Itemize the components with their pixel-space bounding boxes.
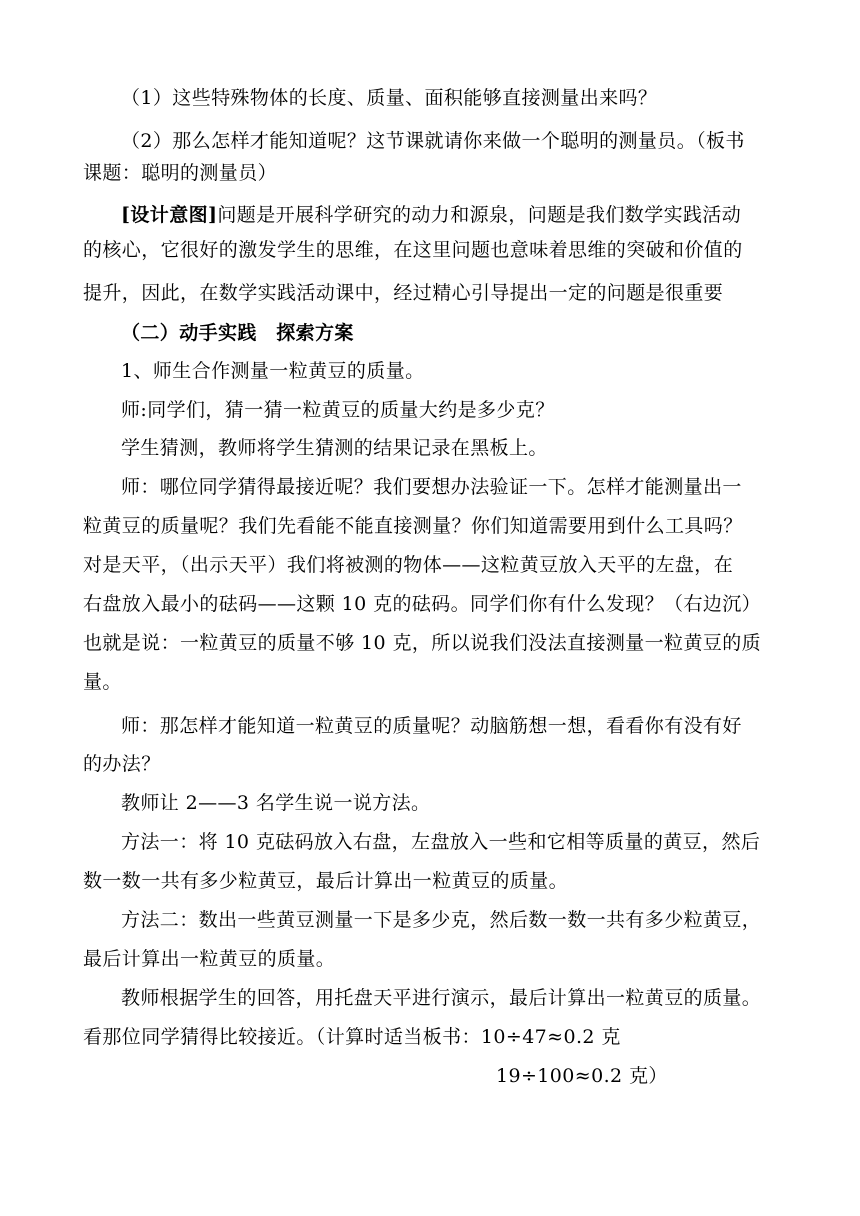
- text-line: 看那位同学猜得比较接近。（计算时适当板书：10÷47≈0.2 克: [83, 1026, 621, 1048]
- section-heading: （二）动手实践 探索方案: [121, 322, 354, 344]
- design-intent-text: 问题是开展科学研究的动力和源泉，问题是我们数学实践活动: [217, 204, 742, 226]
- text-line: 的核心，它很好的激发学生的思维，在这里问题也意味着思维的突破和价值的: [83, 239, 743, 261]
- text-line: 教师让 2——3 名学生说一说方法。: [121, 792, 431, 814]
- design-intent-label: [设计意图]: [121, 204, 218, 226]
- text-line: 右盘放入最小的砝码——这颗 10 克的砝码。同学们你有什么发现？（右边沉）: [83, 593, 762, 615]
- text-line: 最后计算出一粒黄豆的质量。: [83, 948, 336, 970]
- text-line: 师:同学们，猜一猜一粒黄豆的质量大约是多少克？: [121, 399, 555, 421]
- text-line: 也就是说：一粒黄豆的质量不够 10 克，所以说我们没法直接测量一粒黄豆的质: [83, 632, 762, 654]
- text-line: 粒黄豆的质量呢？我们先看能不能直接测量？你们知道需要用到什么工具吗？: [83, 515, 743, 537]
- text-line: 1、师生合作测量一粒黄豆的质量。: [121, 360, 425, 382]
- text-line: 的办法？: [83, 753, 161, 775]
- text-line: 提升，因此，在数学实践活动课中，经过精心引导提出一定的问题是很重要: [83, 282, 724, 304]
- text-line: 方法一：将 10 克砝码放入右盘，左盘放入一些和它相等质量的黄豆，然后: [121, 831, 761, 853]
- text-line: 数一数一共有多少粒黄豆，最后计算出一粒黄豆的质量。: [83, 870, 569, 892]
- text-line: （2）那么怎样才能知道呢？这节课就请你来做一个聪明的测量员。（板书: [121, 130, 745, 152]
- text-line: 学生猜测，教师将学生猜测的结果记录在黑板上。: [121, 437, 548, 459]
- text-line: 19÷100≈0.2 克）: [496, 1065, 668, 1087]
- text-line: （1）这些特殊物体的长度、质量、面积能够直接测量出来吗？: [121, 87, 658, 109]
- text-line: 方法二：数出一些黄豆测量一下是多少克，然后数一数一共有多少粒黄豆，: [121, 909, 762, 931]
- text-line: 对是天平，（出示天平）我们将被测的物体——这粒黄豆放入天平的左盘，在: [83, 554, 734, 576]
- text-line: 师：哪位同学猜得最接近呢？我们要想办法验证一下。怎样才能测量出一: [121, 476, 742, 498]
- text-line: 课题：聪明的测量员）: [83, 162, 278, 184]
- design-intent-line: [121, 203, 741, 227]
- text-line: 师：那怎样才能知道一粒黄豆的质量呢？动脑筋想一想，看看你有没有好: [121, 715, 742, 737]
- text-line: 量。: [83, 671, 122, 693]
- text-line: 教师根据学生的回答，用托盘天平进行演示，最后计算出一粒黄豆的质量。: [121, 987, 762, 1009]
